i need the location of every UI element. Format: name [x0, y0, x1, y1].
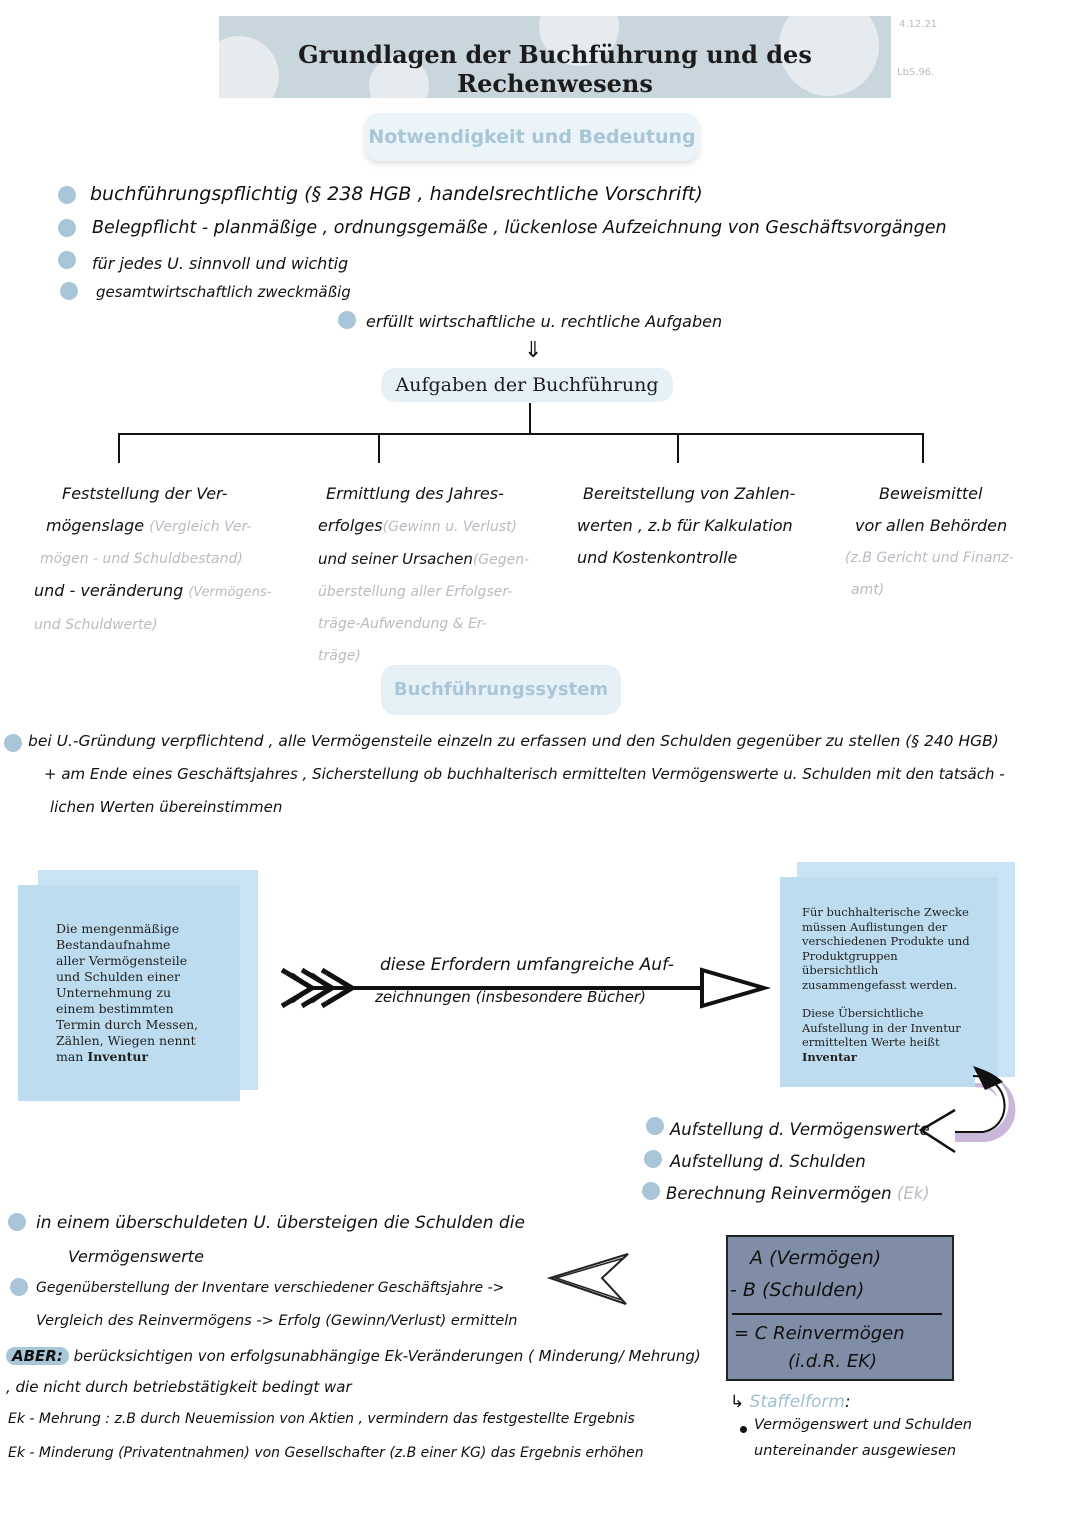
page-reference: LbS.96.: [897, 67, 935, 78]
text-line: Diese Übersichtliche: [802, 1006, 924, 1020]
date-note: 4.12.21: [899, 19, 938, 30]
bullet-text: für jedes U. sinnvoll und wichtig: [92, 254, 349, 273]
tree-connector: [118, 433, 120, 463]
calc-line: A (Vermögen): [750, 1247, 882, 1269]
text-line: Bestandaufnahme: [56, 937, 171, 952]
down-arrow-icon: ⇓: [524, 338, 543, 363]
page-title: Grundlagen der Buchführung und des Rechenwesens: [298, 40, 812, 98]
bullet-text: buchführungspflichtig (§ 238 HGB , handelsrechtliche Vorschrift): [90, 183, 703, 205]
task-item-vermoegenslage: [34, 478, 284, 641]
item-text: Berechnung Reinvermögen: [666, 1184, 892, 1203]
term-inventar: Inventar: [802, 1049, 857, 1064]
paragraph-line: lichen Werten übereinstimmen: [50, 798, 283, 816]
bullet-dot: [740, 1426, 747, 1433]
inventar-list-item: [666, 1184, 930, 1203]
inventar-text: [802, 905, 970, 1064]
task-line: mögenslage: [46, 516, 145, 535]
term-inventur: Inventur: [87, 1049, 149, 1064]
inventur-box: [18, 885, 240, 1101]
bottom-bullet-line: Vergleich des Reinvermögens -> Erfolg (Gewinn/Verlust) ermitteln: [36, 1313, 518, 1329]
text-line: und Schulden einer: [56, 969, 180, 984]
task-item-beweismittel: [845, 478, 1065, 606]
task-line: Bereitstellung von Zahlen-: [583, 484, 796, 503]
aber-continuation: , die nicht durch betriebstätigkeit bedingt war: [6, 1378, 352, 1396]
text-line: einem bestimmten: [56, 1001, 174, 1016]
task-line: Ermittlung des Jahres-: [326, 484, 504, 503]
task-note: (Gewinn u. Verlust): [382, 519, 517, 535]
task-note: (z.B Gericht und Finanz-: [845, 550, 1014, 566]
calc-line: (i.d.R. EK): [788, 1351, 878, 1372]
tree-connector: [677, 433, 679, 463]
text-line: Unternehmung zu: [56, 985, 172, 1000]
task-note: mögen - und Schuldbestand): [40, 551, 243, 567]
bullet-dot: [646, 1117, 664, 1135]
task-note: amt): [851, 582, 885, 598]
sub-bullet-text: erfüllt wirtschaftliche u. rechtliche Aufgaben: [366, 312, 723, 331]
bottom-bullet-line: Vermögenswerte: [68, 1247, 204, 1266]
text-line: Für buchhalterische Zwecke: [802, 905, 969, 919]
ek-mehrung: Ek - Mehrung : z.B durch Neuemission von Aktien , vermindern das festgestellte Ergebnis: [8, 1411, 635, 1427]
hook-arrow-icon: ↳: [730, 1392, 745, 1412]
staffel-label: Staffelform: [749, 1392, 845, 1412]
task-item-zahlenwerte: [577, 478, 837, 574]
item-note: (Ek): [896, 1184, 930, 1203]
bullet-dot: [58, 186, 76, 204]
text-line: müssen Auflistungen der: [802, 919, 948, 934]
task-note: und Schuldwerte): [34, 617, 158, 633]
section-heading-buchfuehrungssystem: Buchführungssystem: [381, 665, 621, 715]
text-line: Aufstellung in der Inventur: [802, 1020, 961, 1035]
bullet-text: Belegpflicht - planmäßige , ordnungsgemäße , lückenlose Aufzeichnung von Geschäftsvorgängen: [92, 218, 947, 238]
task-line: vor allen Behörden: [855, 516, 1008, 535]
task-line: werten , z.b für Kalkulation: [577, 516, 793, 535]
staffel-heading: [730, 1392, 851, 1412]
calc-line: - B (Schulden): [730, 1279, 865, 1301]
text-line: zusammengefasst werden.: [802, 977, 957, 992]
task-note: überstellung aller Erfolgser-: [318, 584, 513, 600]
staffel-line: Vermögenswert und Schulden: [754, 1417, 972, 1433]
text-line: Produktgruppen: [802, 948, 898, 963]
inventar-list-item: Aufstellung d. Schulden: [670, 1152, 866, 1171]
text-line: ermittelten Werte heißt: [802, 1035, 940, 1049]
staffel-line: untereinander ausgewiesen: [754, 1443, 957, 1459]
task-note: (Vergleich Ver-: [149, 519, 252, 535]
tree-connector: [378, 433, 380, 463]
bullet-text: gesamtwirtschaftlich zweckmäßig: [96, 283, 351, 301]
task-line: Feststellung der Ver-: [62, 484, 228, 503]
tree-connector: [922, 433, 924, 463]
task-line: Beweismittel: [879, 484, 983, 503]
section-heading-notwendigkeit: Notwendigkeit und Bedeutung: [365, 113, 699, 161]
task-note: träge-Aufwendung & Er-: [318, 616, 487, 632]
bullet-dot: [58, 219, 76, 237]
tree-connector: [529, 403, 531, 433]
tasks-heading: Aufgaben der Buchführung: [381, 368, 673, 402]
aber-text: berücksichtigen von erfolgsunabhängige Ek-Veränderungen ( Minderung/ Mehrung): [73, 1347, 701, 1365]
text-line: Zählen, Wiegen nennt: [56, 1033, 196, 1048]
left-arrow-icon: [538, 1248, 633, 1310]
bullet-dot: [58, 251, 76, 269]
task-line: erfolges: [318, 516, 383, 535]
ek-minderung: Ek - Minderung (Privatentnahmen) von Gesellschafter (z.B einer KG) das Ergebnis erhöhen: [8, 1445, 644, 1461]
task-note: (Gegen-: [472, 552, 530, 568]
calc-line: = C Reinvermögen: [734, 1323, 905, 1344]
text-line: aller Vermögensteile: [56, 953, 188, 968]
inventar-box: [780, 877, 998, 1087]
aber-badge: ABER:: [6, 1347, 69, 1365]
bullet-dot: [60, 282, 78, 300]
text-line: man: [56, 1049, 84, 1064]
title-banner: [219, 16, 891, 98]
inventur-text: [56, 921, 198, 1065]
inventar-list-item: Aufstellung d. Vermögenswerte: [670, 1120, 930, 1139]
bullet-dot: [10, 1278, 28, 1296]
paragraph-line: + am Ende eines Geschäftsjahres , Sicherstellung ob buchhalterisch ermittelten Vermögenswerte u. Schulden mit den tatsäch -: [44, 765, 1005, 783]
bullet-dot: [4, 734, 22, 752]
text-line: übersichtlich: [802, 963, 879, 977]
task-line: und seiner Ursachen: [318, 550, 473, 568]
calc-divider: [732, 1313, 942, 1315]
tree-connector: [118, 433, 924, 435]
bottom-bullet-line: Gegenüberstellung der Inventare verschiedener Geschäftsjahre ->: [36, 1280, 505, 1296]
bullet-dot: [8, 1213, 26, 1231]
staffel-colon: :: [844, 1392, 851, 1412]
arrow-text: zeichnungen (insbesondere Bücher): [375, 988, 646, 1006]
arrow-text: diese Erfordern umfangreiche Auf-: [380, 955, 674, 975]
text-line: Termin durch Messen,: [56, 1017, 199, 1032]
curved-arrow-icon: [915, 1060, 1025, 1155]
paragraph-line: bei U.-Gründung verpflichtend , alle Vermögensteile einzeln zu erfassen und den Schulden gegenüber zu stellen (§ 240 HGB): [28, 732, 999, 750]
aber-line: [6, 1347, 701, 1365]
bullet-dot: [338, 311, 356, 329]
text-line: Die mengenmäßige: [56, 921, 180, 936]
calculation-box: [726, 1235, 954, 1381]
text-line: verschiedenen Produkte und: [802, 934, 970, 948]
bullet-dot: [642, 1182, 660, 1200]
bottom-bullet-line: in einem überschuldeten U. übersteigen die Schulden die: [36, 1213, 525, 1233]
task-note: träge): [318, 648, 361, 664]
bullet-dot: [644, 1150, 662, 1168]
task-item-jahreserfolg: [318, 478, 568, 672]
task-note: (Vermögens-: [188, 585, 272, 600]
task-line: und Kostenkontrolle: [577, 548, 738, 567]
task-line: und - veränderung: [34, 581, 184, 600]
